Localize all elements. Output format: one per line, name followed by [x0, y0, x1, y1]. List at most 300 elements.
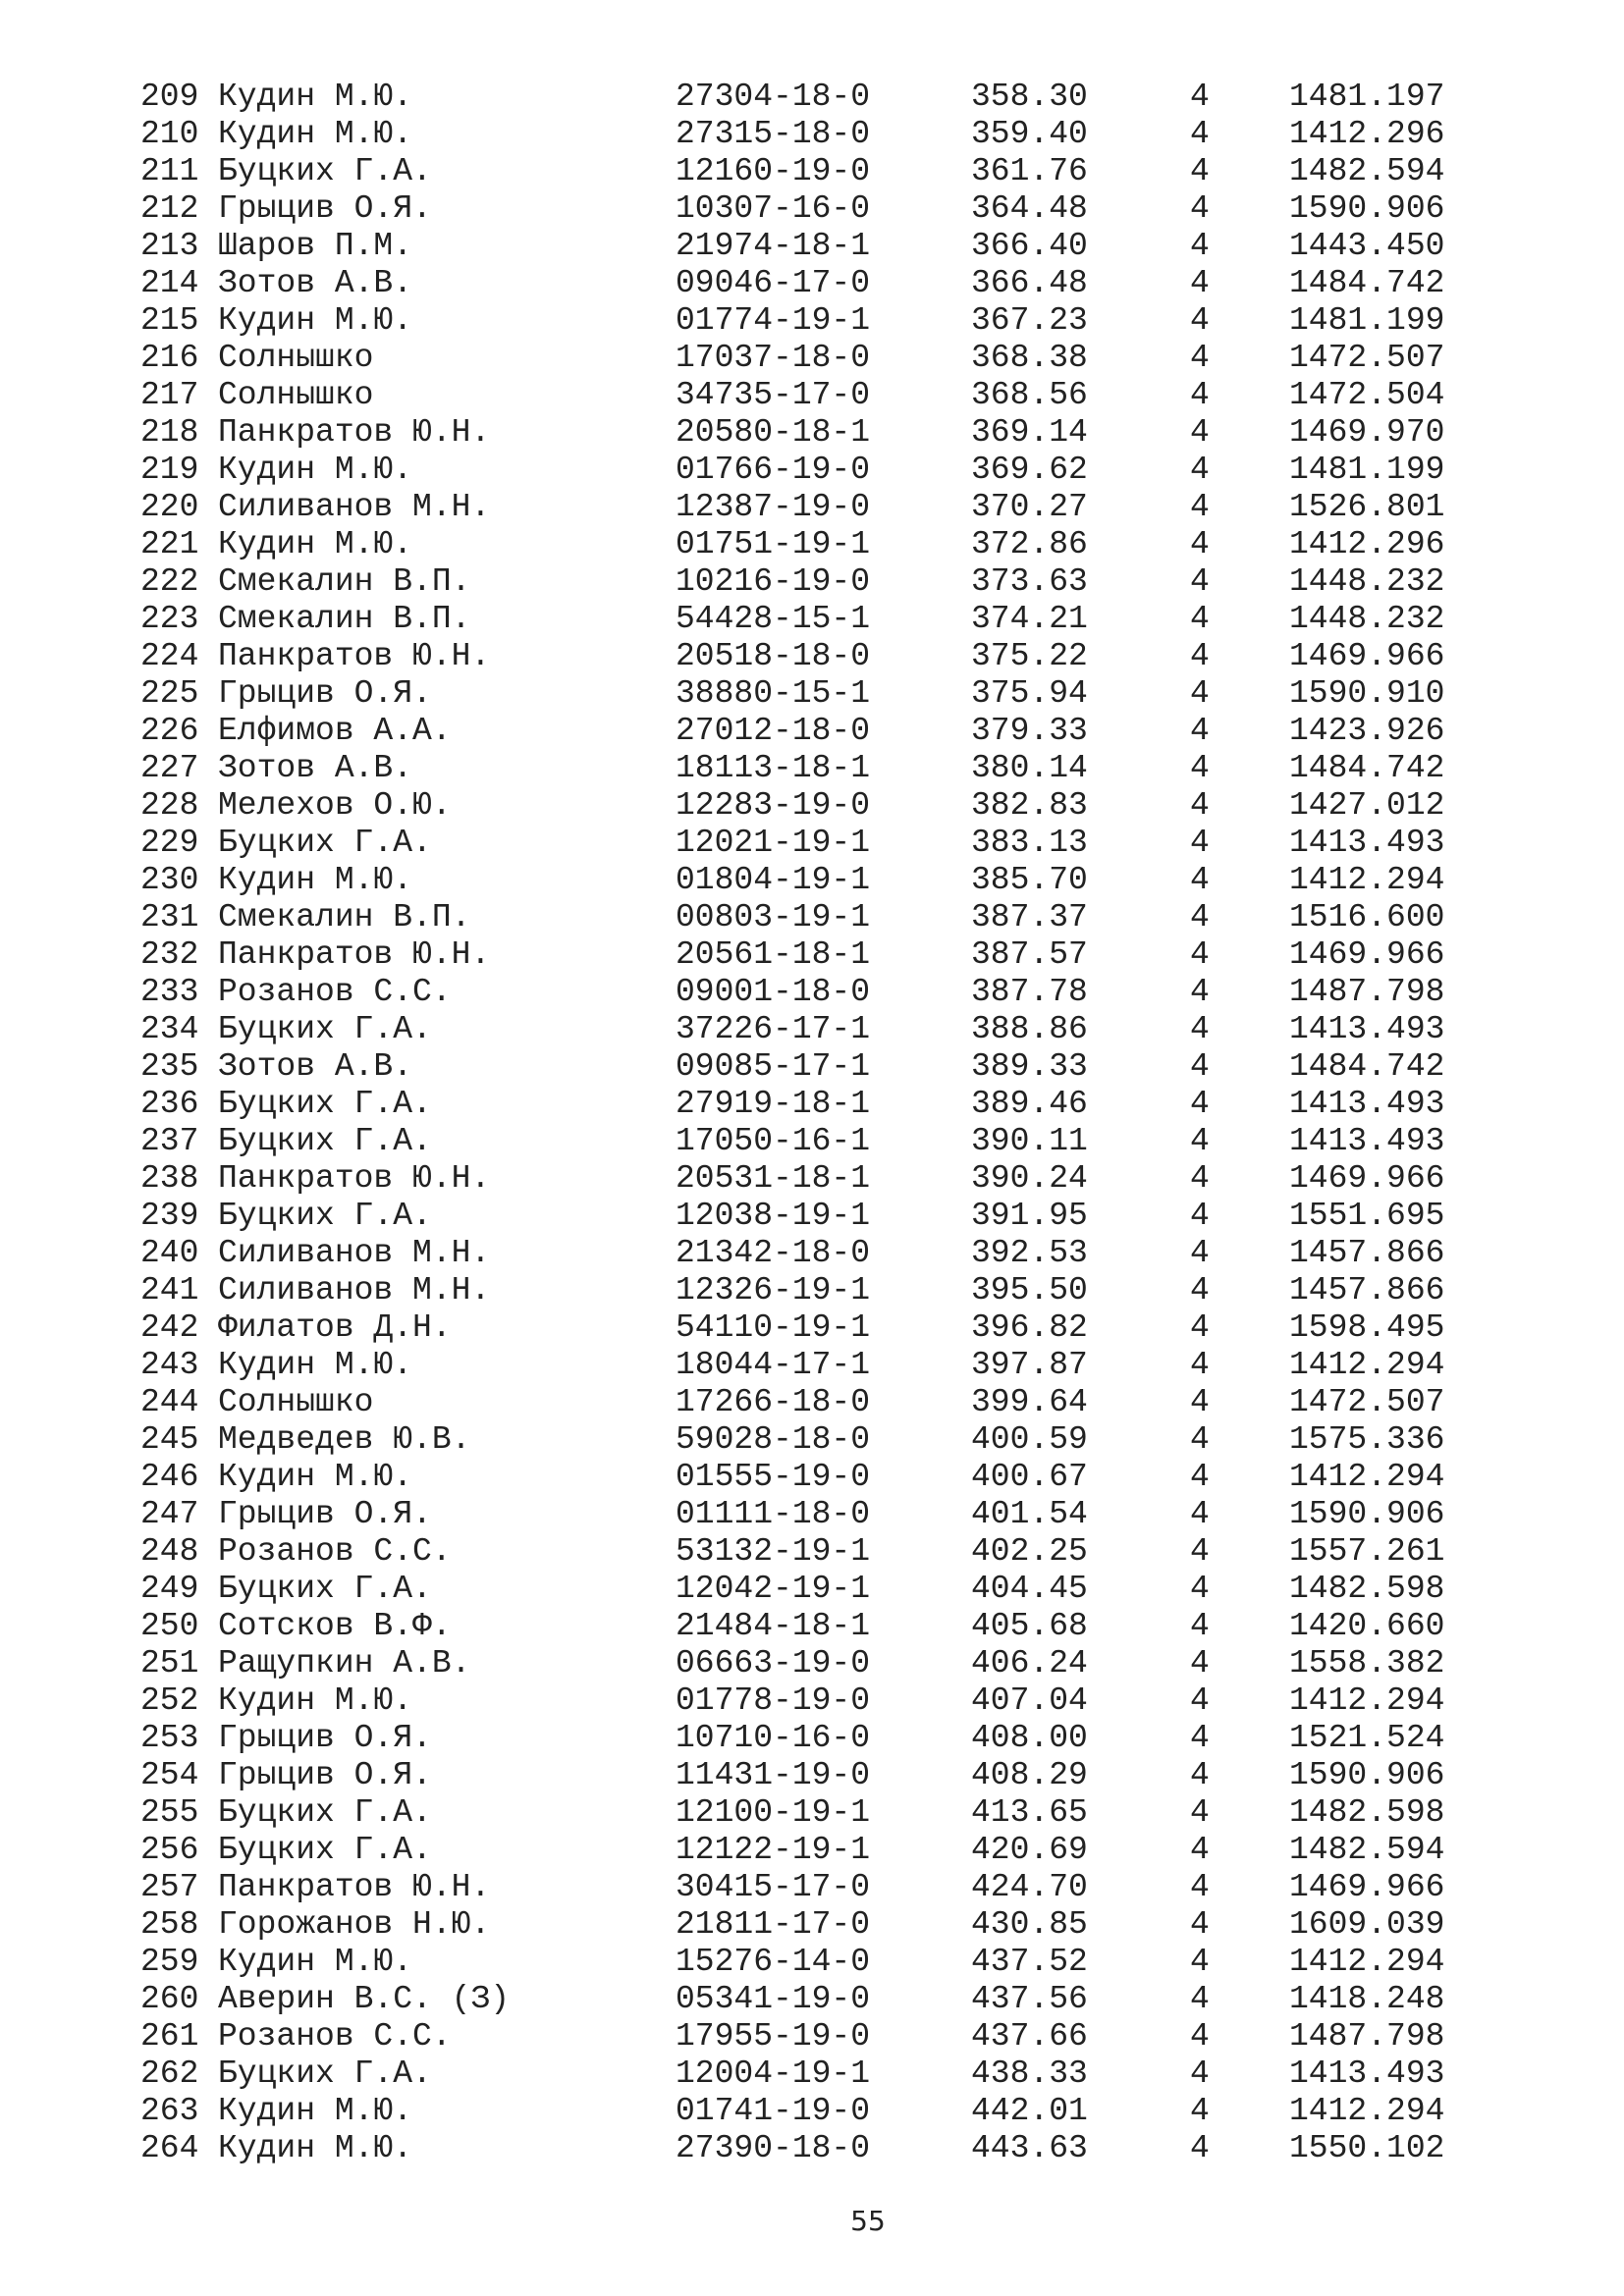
ring-code: 54110-19-1 [676, 1309, 871, 1346]
ring-code: 38880-15-1 [676, 675, 871, 712]
ring-code: 27012-18-0 [676, 713, 871, 749]
table-row [0, 899, 1624, 936]
row-number: 219 [140, 452, 199, 488]
row-number: 247 [140, 1496, 199, 1532]
row-number: 226 [140, 713, 199, 749]
distance-value: 437.52 [971, 1944, 1088, 1980]
speed-value: 1448.232 [1289, 601, 1445, 637]
class-value: 4 [1190, 1944, 1210, 1980]
speed-value: 1412.296 [1289, 526, 1445, 562]
ring-code: 21811-17-0 [676, 1906, 871, 1943]
table-row [0, 1869, 1624, 1906]
speed-value: 1575.336 [1289, 1421, 1445, 1458]
owner-name: Грыцив О.Я. [218, 1757, 432, 1793]
distance-value: 369.62 [971, 452, 1088, 488]
owner-name: Буцких Г.А. [218, 1123, 432, 1159]
owner-name: Зотов А.В. [218, 1048, 413, 1085]
owner-name: Кудин М.Ю. [218, 1944, 413, 1980]
class-value: 4 [1190, 750, 1210, 786]
ring-code: 12100-19-1 [676, 1794, 871, 1831]
row-number: 231 [140, 899, 199, 935]
table-row [0, 2093, 1624, 2130]
owner-name: Панкратов Ю.Н. [218, 936, 491, 973]
speed-value: 1423.926 [1289, 713, 1445, 749]
speed-value: 1590.906 [1289, 1496, 1445, 1532]
speed-value: 1482.598 [1289, 1571, 1445, 1607]
owner-name: Кудин М.Ю. [218, 2093, 413, 2129]
distance-value: 402.25 [971, 1533, 1088, 1570]
owner-name: Кудин М.Ю. [218, 302, 413, 339]
class-value: 4 [1190, 2093, 1210, 2129]
row-number: 240 [140, 1235, 199, 1271]
table-row [0, 1235, 1624, 1272]
speed-value: 1598.495 [1289, 1309, 1445, 1346]
owner-name: Ращупкин А.В. [218, 1645, 471, 1682]
row-number: 211 [140, 153, 199, 189]
class-value: 4 [1190, 1198, 1210, 1234]
speed-value: 1484.742 [1289, 1048, 1445, 1085]
owner-name: Кудин М.Ю. [218, 1682, 413, 1719]
row-number: 233 [140, 974, 199, 1010]
table-row [0, 2130, 1624, 2167]
speed-value: 1469.966 [1289, 1869, 1445, 1905]
owner-name: Буцких Г.А. [218, 1011, 432, 1047]
row-number: 228 [140, 787, 199, 824]
class-value: 4 [1190, 1682, 1210, 1719]
speed-value: 1482.598 [1289, 1794, 1445, 1831]
distance-value: 359.40 [971, 116, 1088, 152]
distance-value: 395.50 [971, 1272, 1088, 1308]
distance-value: 383.13 [971, 825, 1088, 861]
table-row [0, 228, 1624, 265]
speed-value: 1558.382 [1289, 1645, 1445, 1682]
row-number: 225 [140, 675, 199, 712]
distance-value: 389.33 [971, 1048, 1088, 1085]
speed-value: 1412.294 [1289, 2093, 1445, 2129]
ring-code: 17955-19-0 [676, 2018, 871, 2055]
owner-name: Кудин М.Ю. [218, 1459, 413, 1495]
table-row [0, 1608, 1624, 1645]
distance-value: 413.65 [971, 1794, 1088, 1831]
class-value: 4 [1190, 862, 1210, 898]
class-value: 4 [1190, 825, 1210, 861]
distance-value: 373.63 [971, 563, 1088, 600]
class-value: 4 [1190, 79, 1210, 115]
speed-value: 1448.232 [1289, 563, 1445, 600]
ring-code: 27390-18-0 [676, 2130, 871, 2166]
class-value: 4 [1190, 2056, 1210, 2092]
ring-code: 54428-15-1 [676, 601, 871, 637]
owner-name: Солнышко [218, 377, 374, 413]
row-number: 218 [140, 414, 199, 451]
owner-name: Силиванов М.Н. [218, 1272, 491, 1308]
class-value: 4 [1190, 1347, 1210, 1383]
speed-value: 1550.102 [1289, 2130, 1445, 2166]
speed-value: 1481.197 [1289, 79, 1445, 115]
row-number: 236 [140, 1086, 199, 1122]
table-row [0, 116, 1624, 153]
ring-code: 01751-19-1 [676, 526, 871, 562]
owner-name: Буцких Г.А. [218, 2056, 432, 2092]
speed-value: 1472.507 [1289, 340, 1445, 376]
table-row [0, 1384, 1624, 1421]
row-number: 220 [140, 489, 199, 525]
speed-value: 1469.966 [1289, 1160, 1445, 1197]
ring-code: 12042-19-1 [676, 1571, 871, 1607]
table-row [0, 1459, 1624, 1496]
owner-name: Мелехов О.Ю. [218, 787, 452, 824]
class-value: 4 [1190, 675, 1210, 712]
speed-value: 1457.866 [1289, 1235, 1445, 1271]
distance-value: 372.86 [971, 526, 1088, 562]
row-number: 253 [140, 1720, 199, 1756]
row-number: 251 [140, 1645, 199, 1682]
ring-code: 01555-19-0 [676, 1459, 871, 1495]
owner-name: Розанов С.С. [218, 1533, 452, 1570]
distance-value: 361.76 [971, 153, 1088, 189]
table-row [0, 638, 1624, 675]
owner-name: Грыцив О.Я. [218, 190, 432, 227]
owner-name: Панкратов Ю.Н. [218, 1160, 491, 1197]
class-value: 4 [1190, 1384, 1210, 1420]
row-number: 212 [140, 190, 199, 227]
table-row [0, 1682, 1624, 1720]
table-row [0, 563, 1624, 601]
owner-name: Силиванов М.Н. [218, 1235, 491, 1271]
table-row [0, 1011, 1624, 1048]
distance-value: 408.00 [971, 1720, 1088, 1756]
table-row [0, 1421, 1624, 1459]
class-value: 4 [1190, 1309, 1210, 1346]
ring-code: 01774-19-1 [676, 302, 871, 339]
table-row [0, 1944, 1624, 1981]
distance-value: 385.70 [971, 862, 1088, 898]
row-number: 249 [140, 1571, 199, 1607]
owner-name: Сотсков В.Ф. [218, 1608, 452, 1644]
class-value: 4 [1190, 1832, 1210, 1868]
distance-value: 390.24 [971, 1160, 1088, 1197]
row-number: 256 [140, 1832, 199, 1868]
speed-value: 1457.866 [1289, 1272, 1445, 1308]
class-value: 4 [1190, 1272, 1210, 1308]
table-row [0, 1832, 1624, 1869]
row-number: 214 [140, 265, 199, 301]
distance-value: 430.85 [971, 1906, 1088, 1943]
owner-name: Горожанов Н.Ю. [218, 1906, 491, 1943]
class-value: 4 [1190, 116, 1210, 152]
distance-value: 405.68 [971, 1608, 1088, 1644]
distance-value: 367.23 [971, 302, 1088, 339]
owner-name: Грыцив О.Я. [218, 675, 432, 712]
row-number: 238 [140, 1160, 199, 1197]
class-value: 4 [1190, 1235, 1210, 1271]
speed-value: 1413.493 [1289, 1011, 1445, 1047]
ring-code: 12326-19-1 [676, 1272, 871, 1308]
table-row [0, 1309, 1624, 1347]
distance-value: 366.40 [971, 228, 1088, 264]
owner-name: Аверин В.С. (З) [218, 1981, 511, 2017]
ring-code: 30415-17-0 [676, 1869, 871, 1905]
speed-value: 1469.966 [1289, 638, 1445, 674]
owner-name: Панкратов Ю.Н. [218, 1869, 491, 1905]
row-number: 224 [140, 638, 199, 674]
speed-value: 1412.294 [1289, 1459, 1445, 1495]
table-row [0, 414, 1624, 452]
table-row [0, 1272, 1624, 1309]
speed-value: 1472.504 [1289, 377, 1445, 413]
owner-name: Кудин М.Ю. [218, 862, 413, 898]
class-value: 4 [1190, 190, 1210, 227]
table-row [0, 302, 1624, 340]
owner-name: Буцких Г.А. [218, 1571, 432, 1607]
table-row [0, 79, 1624, 116]
class-value: 4 [1190, 2130, 1210, 2166]
ring-code: 20531-18-1 [676, 1160, 871, 1197]
ring-code: 05341-19-0 [676, 1981, 871, 2017]
class-value: 4 [1190, 1459, 1210, 1495]
class-value: 4 [1190, 1608, 1210, 1644]
distance-value: 379.33 [971, 713, 1088, 749]
owner-name: Розанов С.С. [218, 2018, 452, 2055]
owner-name: Зотов А.В. [218, 750, 413, 786]
distance-value: 368.38 [971, 340, 1088, 376]
speed-value: 1427.012 [1289, 787, 1445, 824]
speed-value: 1413.493 [1289, 825, 1445, 861]
class-value: 4 [1190, 489, 1210, 525]
owner-name: Зотов А.В. [218, 265, 413, 301]
ring-code: 17266-18-0 [676, 1384, 871, 1420]
row-number: 230 [140, 862, 199, 898]
owner-name: Шаров П.М. [218, 228, 413, 264]
speed-value: 1557.261 [1289, 1533, 1445, 1570]
speed-value: 1590.906 [1289, 190, 1445, 227]
speed-value: 1551.695 [1289, 1198, 1445, 1234]
distance-value: 406.24 [971, 1645, 1088, 1682]
table-row [0, 377, 1624, 414]
row-number: 217 [140, 377, 199, 413]
distance-value: 389.46 [971, 1086, 1088, 1122]
ring-code: 12038-19-1 [676, 1198, 871, 1234]
speed-value: 1516.600 [1289, 899, 1445, 935]
distance-value: 392.53 [971, 1235, 1088, 1271]
speed-value: 1484.742 [1289, 750, 1445, 786]
table-row [0, 526, 1624, 563]
owner-name: Солнышко [218, 1384, 374, 1420]
results-table [0, 79, 1624, 2167]
distance-value: 443.63 [971, 2130, 1088, 2166]
owner-name: Кудин М.Ю. [218, 2130, 413, 2166]
speed-value: 1590.910 [1289, 675, 1445, 712]
table-row [0, 1198, 1624, 1235]
ring-code: 10216-19-0 [676, 563, 871, 600]
class-value: 4 [1190, 2018, 1210, 2055]
speed-value: 1412.294 [1289, 1944, 1445, 1980]
ring-code: 27315-18-0 [676, 116, 871, 152]
ring-code: 01111-18-0 [676, 1496, 871, 1532]
row-number: 241 [140, 1272, 199, 1308]
table-row [0, 1496, 1624, 1533]
row-number: 259 [140, 1944, 199, 1980]
owner-name: Панкратов Ю.Н. [218, 414, 491, 451]
speed-value: 1443.450 [1289, 228, 1445, 264]
table-row [0, 452, 1624, 489]
owner-name: Смекалин В.П. [218, 563, 471, 600]
table-row [0, 1086, 1624, 1123]
table-row [0, 2056, 1624, 2093]
table-row [0, 190, 1624, 228]
distance-value: 397.87 [971, 1347, 1088, 1383]
row-number: 258 [140, 1906, 199, 1943]
table-row [0, 1645, 1624, 1682]
distance-value: 404.45 [971, 1571, 1088, 1607]
distance-value: 391.95 [971, 1198, 1088, 1234]
ring-code: 20518-18-0 [676, 638, 871, 674]
table-row [0, 1347, 1624, 1384]
speed-value: 1590.906 [1289, 1757, 1445, 1793]
owner-name: Буцких Г.А. [218, 1794, 432, 1831]
table-row [0, 265, 1624, 302]
row-number: 255 [140, 1794, 199, 1831]
owner-name: Филатов Д.Н. [218, 1309, 452, 1346]
speed-value: 1521.524 [1289, 1720, 1445, 1756]
owner-name: Розанов С.С. [218, 974, 452, 1010]
class-value: 4 [1190, 1571, 1210, 1607]
speed-value: 1420.660 [1289, 1608, 1445, 1644]
ring-code: 01741-19-0 [676, 2093, 871, 2129]
class-value: 4 [1190, 526, 1210, 562]
class-value: 4 [1190, 265, 1210, 301]
ring-code: 17037-18-0 [676, 340, 871, 376]
ring-code: 17050-16-1 [676, 1123, 871, 1159]
ring-code: 21974-18-1 [676, 228, 871, 264]
table-row [0, 489, 1624, 526]
row-number: 222 [140, 563, 199, 600]
owner-name: Силиванов М.Н. [218, 489, 491, 525]
ring-code: 27919-18-1 [676, 1086, 871, 1122]
class-value: 4 [1190, 787, 1210, 824]
owner-name: Елфимов А.А. [218, 713, 452, 749]
class-value: 4 [1190, 936, 1210, 973]
owner-name: Грыцив О.Я. [218, 1496, 432, 1532]
distance-value: 358.30 [971, 79, 1088, 115]
distance-value: 401.54 [971, 1496, 1088, 1532]
speed-value: 1482.594 [1289, 1832, 1445, 1868]
ring-code: 37226-17-1 [676, 1011, 871, 1047]
class-value: 4 [1190, 601, 1210, 637]
class-value: 4 [1190, 638, 1210, 674]
owner-name: Буцких Г.А. [218, 1832, 432, 1868]
ring-code: 18113-18-1 [676, 750, 871, 786]
ring-code: 27304-18-0 [676, 79, 871, 115]
row-number: 209 [140, 79, 199, 115]
row-number: 254 [140, 1757, 199, 1793]
distance-value: 368.56 [971, 377, 1088, 413]
ring-code: 01778-19-0 [676, 1682, 871, 1719]
distance-value: 399.64 [971, 1384, 1088, 1420]
row-number: 246 [140, 1459, 199, 1495]
row-number: 245 [140, 1421, 199, 1458]
row-number: 261 [140, 2018, 199, 2055]
table-row [0, 1794, 1624, 1832]
ring-code: 15276-14-0 [676, 1944, 871, 1980]
ring-code: 00803-19-1 [676, 899, 871, 935]
owner-name: Смекалин В.П. [218, 601, 471, 637]
speed-value: 1412.294 [1289, 862, 1445, 898]
table-row [0, 713, 1624, 750]
ring-code: 18044-17-1 [676, 1347, 871, 1383]
owner-name: Буцких Г.А. [218, 1086, 432, 1122]
owner-name: Солнышко [218, 340, 374, 376]
row-number: 244 [140, 1384, 199, 1420]
distance-value: 437.56 [971, 1981, 1088, 2017]
row-number: 235 [140, 1048, 199, 1085]
ring-code: 59028-18-0 [676, 1421, 871, 1458]
owner-name: Кудин М.Ю. [218, 526, 413, 562]
row-number: 227 [140, 750, 199, 786]
distance-value: 400.67 [971, 1459, 1088, 1495]
table-row [0, 750, 1624, 787]
distance-value: 424.70 [971, 1869, 1088, 1905]
owner-name: Кудин М.Ю. [218, 79, 413, 115]
class-value: 4 [1190, 1086, 1210, 1122]
class-value: 4 [1190, 452, 1210, 488]
ring-code: 11431-19-0 [676, 1757, 871, 1793]
speed-value: 1469.966 [1289, 936, 1445, 973]
class-value: 4 [1190, 713, 1210, 749]
speed-value: 1609.039 [1289, 1906, 1445, 1943]
speed-value: 1482.594 [1289, 153, 1445, 189]
class-value: 4 [1190, 563, 1210, 600]
speed-value: 1481.199 [1289, 452, 1445, 488]
speed-value: 1469.970 [1289, 414, 1445, 451]
class-value: 4 [1190, 1794, 1210, 1831]
distance-value: 375.94 [971, 675, 1088, 712]
speed-value: 1484.742 [1289, 265, 1445, 301]
speed-value: 1413.493 [1289, 2056, 1445, 2092]
table-row [0, 601, 1624, 638]
ring-code: 01804-19-1 [676, 862, 871, 898]
distance-value: 374.21 [971, 601, 1088, 637]
distance-value: 366.48 [971, 265, 1088, 301]
distance-value: 364.48 [971, 190, 1088, 227]
row-number: 229 [140, 825, 199, 861]
table-row [0, 862, 1624, 899]
row-number: 234 [140, 1011, 199, 1047]
distance-value: 442.01 [971, 2093, 1088, 2129]
class-value: 4 [1190, 1048, 1210, 1085]
speed-value: 1412.294 [1289, 1682, 1445, 1719]
ring-code: 09046-17-0 [676, 265, 871, 301]
speed-value: 1418.248 [1289, 1981, 1445, 2017]
class-value: 4 [1190, 302, 1210, 339]
row-number: 260 [140, 1981, 199, 2017]
table-row [0, 1533, 1624, 1571]
ring-code: 12021-19-1 [676, 825, 871, 861]
distance-value: 380.14 [971, 750, 1088, 786]
class-value: 4 [1190, 899, 1210, 935]
table-row [0, 1048, 1624, 1086]
speed-value: 1481.199 [1289, 302, 1445, 339]
distance-value: 387.78 [971, 974, 1088, 1010]
distance-value: 407.04 [971, 1682, 1088, 1719]
table-row [0, 787, 1624, 825]
ring-code: 12160-19-0 [676, 153, 871, 189]
table-row [0, 1160, 1624, 1198]
speed-value: 1472.507 [1289, 1384, 1445, 1420]
ring-code: 12122-19-1 [676, 1832, 871, 1868]
table-row [0, 675, 1624, 713]
table-row [0, 1123, 1624, 1160]
